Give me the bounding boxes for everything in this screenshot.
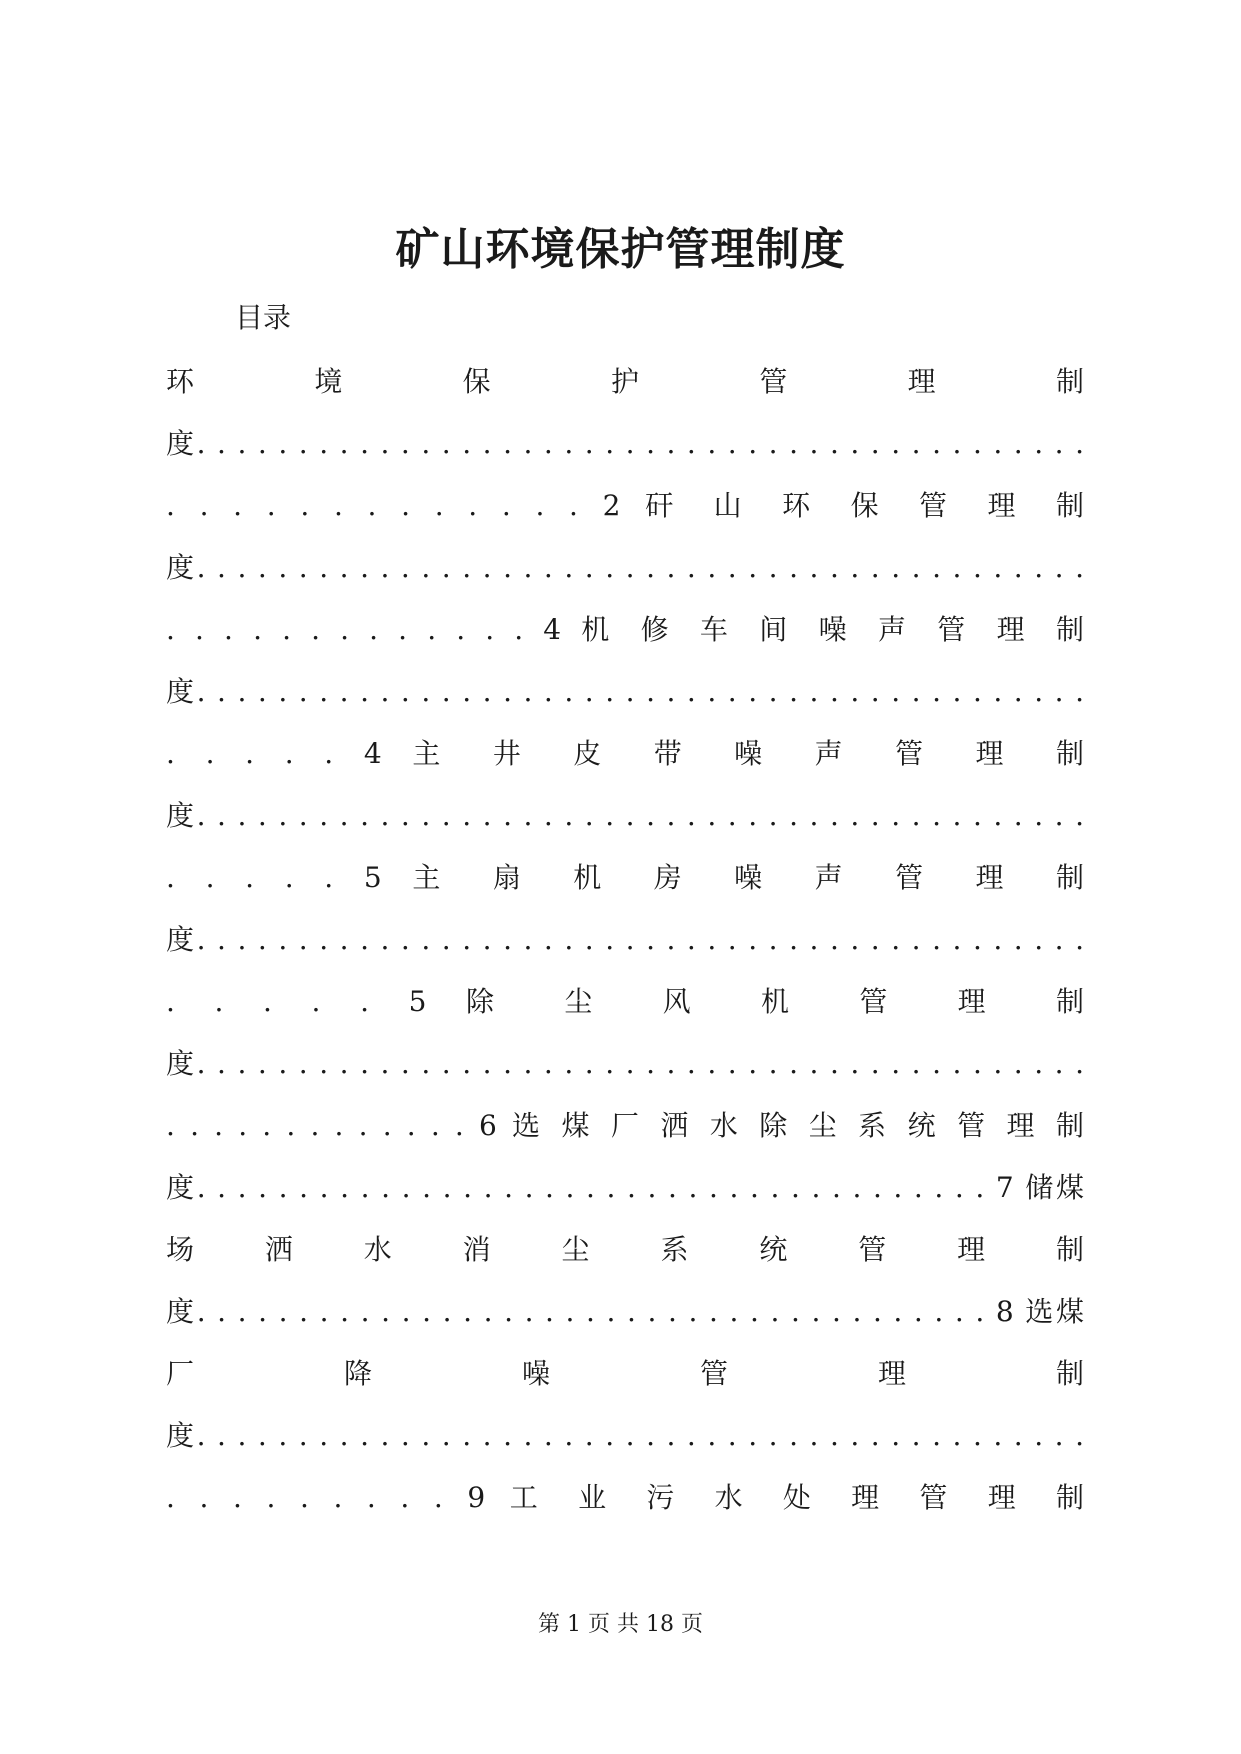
toc-line: . . . . . . . . . 9 工 业 污 水 处 理 管 理 制 [166,1481,1084,1514]
toc-line: 度. . . . . . . . . . . . . . . . . . . . . . . . . . . . . . . . . . . . . . . . . . . . [166,427,1084,460]
toc-line: . . . . . . . . . . . . . 2 矸 山 环 保 管 理 制 [166,489,1084,522]
toc-line: . . . . . . . . . . . . . 4 机 修 车 间 噪 声 管 理 制 [166,613,1084,646]
toc-line: 度. . . . . . . . . . . . . . . . . . . . . . . . . . . . . . . . . . . . . . . . . . . . [166,675,1084,708]
toc-line: 度. . . . . . . . . . . . . . . . . . . . . . . . . . . . . . . . . . . . . . . . . . . . [166,551,1084,584]
toc-line: . . . . . 4 主 井 皮 带 噪 声 管 理 制 [166,737,1084,770]
toc-line: 场 洒 水 消 尘 系 统 管 理 制 [166,1233,1084,1266]
document-title: 矿山环境保护管理制度 [395,224,846,275]
toc-line: 度. . . . . . . . . . . . . . . . . . . . . . . . . . . . . . . . . . . . . . . 7 储煤 [166,1171,1084,1204]
toc-line: 度. . . . . . . . . . . . . . . . . . . . . . . . . . . . . . . . . . . . . . . . . . . . [166,923,1084,956]
toc-heading: 目录 [235,301,292,334]
toc-line: 环 境 保 护 管 理 制 [166,365,1084,398]
toc-line: 度. . . . . . . . . . . . . . . . . . . . . . . . . . . . . . . . . . . . . . . . . . . . [166,1419,1084,1452]
toc-line: 度. . . . . . . . . . . . . . . . . . . . . . . . . . . . . . . . . . . . . . . . . . . . [166,1047,1084,1080]
toc-line: 厂 降 噪 管 理 制 [166,1357,1084,1390]
page-footer: 第 1 页 共 18 页 [538,1612,703,1637]
toc-line: . . . . . . . . . . . . . 6 选 煤 厂 洒 水 除 尘 系 统 管 理 制 [166,1109,1084,1142]
toc-line: 度. . . . . . . . . . . . . . . . . . . . . . . . . . . . . . . . . . . . . . . . . . . . [166,799,1084,832]
toc-line: 度. . . . . . . . . . . . . . . . . . . . . . . . . . . . . . . . . . . . . . . 8 选煤 [166,1295,1084,1328]
toc-line: . . . . . 5 主 扇 机 房 噪 声 管 理 制 [166,861,1084,894]
toc-line: . . . . . 5 除 尘 风 机 管 理 制 [166,985,1084,1018]
